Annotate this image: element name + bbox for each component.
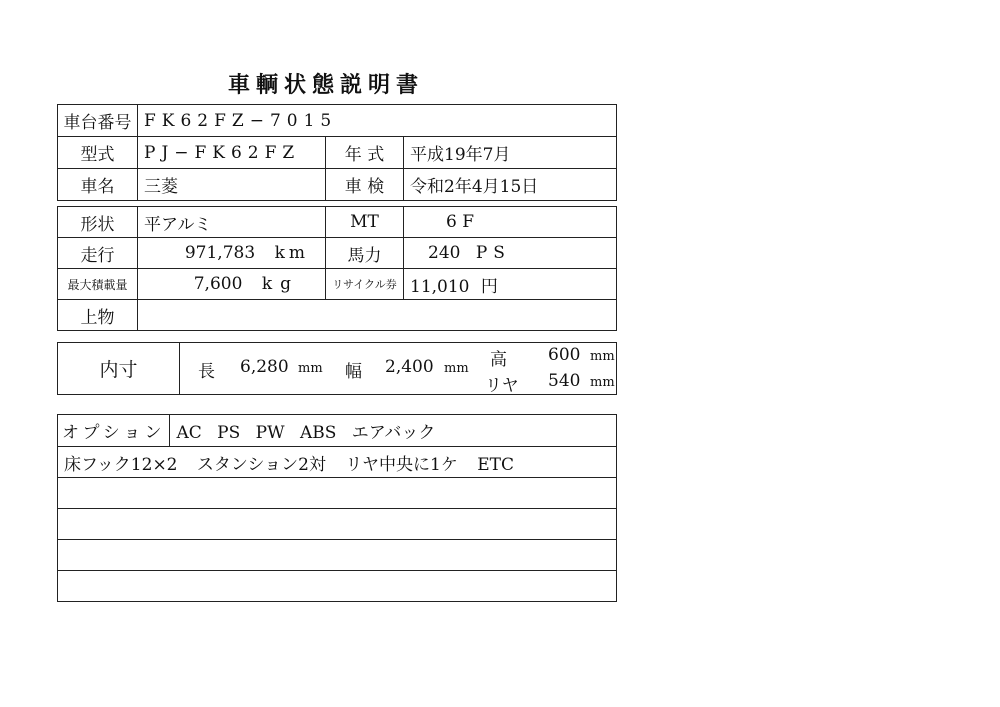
- options-line-2: 床フック12×2 スタンション2対 リヤ中央に1ケ ETC: [58, 447, 617, 478]
- inspection-label: 車 検: [326, 169, 404, 201]
- model-label: 型式: [58, 137, 138, 169]
- options-header-row: [58, 415, 617, 447]
- power-cell: [404, 238, 617, 269]
- recycle-value: 11,010: [410, 276, 470, 297]
- body-label: 上物: [58, 300, 138, 331]
- body-row: [58, 300, 617, 331]
- model-value: PJ−FK62FZ: [138, 137, 326, 169]
- dimensions-cell: [180, 343, 617, 395]
- width-label: 幅: [345, 362, 362, 382]
- options-line-6: [58, 571, 617, 602]
- shape-value: 平アルミ: [138, 207, 326, 238]
- chassis-row: [58, 105, 617, 137]
- width-value: 2,400: [385, 357, 434, 377]
- length-label: 長: [198, 362, 215, 382]
- mileage-cell: [138, 238, 326, 269]
- options-table: [57, 414, 617, 602]
- options-line-4: [58, 509, 617, 540]
- length-value: 6,280: [240, 357, 289, 377]
- dimensions-table: [57, 342, 617, 395]
- width-unit: mm: [444, 361, 469, 376]
- specs-table: [57, 206, 617, 331]
- options-line-3: [58, 478, 617, 509]
- capacity-value: 7,600: [193, 274, 243, 294]
- height-unit: mm: [590, 349, 615, 364]
- year-label: 年 式: [326, 137, 404, 169]
- options-line-1: AC PS PW ABS エアバック: [170, 415, 617, 447]
- mt-label: MT: [326, 207, 404, 238]
- document-title: 車輌状態説明書: [228, 72, 425, 98]
- model-row: [58, 137, 617, 169]
- options-row-3: [58, 478, 617, 509]
- power-unit: PS: [475, 243, 511, 263]
- inspection-value: 令和2年4月15日: [404, 169, 617, 201]
- length-unit: mm: [298, 361, 323, 376]
- year-value: 平成19年7月: [404, 137, 617, 169]
- rear-unit: mm: [590, 375, 615, 390]
- rear-label: リヤ: [485, 376, 519, 395]
- mileage-row: [58, 238, 617, 269]
- body-value: [138, 300, 617, 331]
- options-row-6: [58, 571, 617, 602]
- height-value: 600: [548, 345, 581, 365]
- capacity-unit: kg: [261, 274, 299, 294]
- options-row-5: [58, 540, 617, 571]
- height-label: 高: [490, 350, 507, 370]
- name-row: [58, 169, 617, 201]
- options-line-5: [58, 540, 617, 571]
- power-value: 240: [428, 243, 461, 263]
- mileage-label: 走行: [58, 238, 138, 269]
- options-row-2: [58, 447, 617, 478]
- mt-value: 6 F: [404, 207, 617, 238]
- recycle-unit: 円: [480, 276, 498, 297]
- recycle-cell: [404, 269, 617, 300]
- recycle-label: リサイクル券: [326, 269, 404, 300]
- basic-info-table: [57, 104, 617, 201]
- rear-value: 540: [548, 371, 581, 391]
- chassis-number-label: 車台番号: [58, 105, 138, 137]
- shape-label: 形状: [58, 207, 138, 238]
- capacity-cell: [138, 269, 326, 300]
- capacity-label: 最大積載量: [58, 269, 138, 300]
- maker-value: 三菱: [138, 169, 326, 201]
- capacity-row: [58, 269, 617, 300]
- mileage-unit: km: [274, 243, 309, 263]
- chassis-number-value: FK62FZ−7015: [138, 105, 617, 137]
- dimensions-label: 内寸: [58, 343, 180, 395]
- options-label: オプション: [58, 415, 170, 447]
- maker-label: 車名: [58, 169, 138, 201]
- options-row-4: [58, 509, 617, 540]
- dimensions-row: [58, 343, 617, 395]
- mileage-value: 971,783: [184, 243, 256, 263]
- power-label: 馬力: [326, 238, 404, 269]
- shape-row: [58, 207, 617, 238]
